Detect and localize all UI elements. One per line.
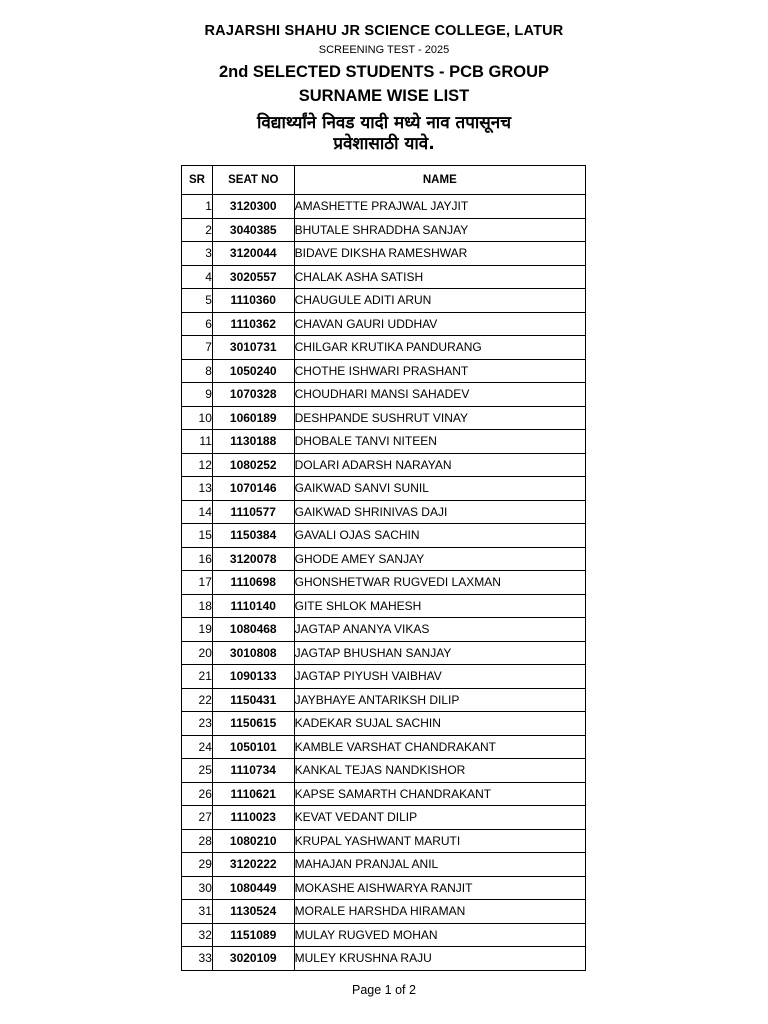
seat-no-cell: 1080449 <box>212 876 294 900</box>
name-cell: JAYBHAYE ANTARIKSH DILIP <box>294 688 585 712</box>
table-row <box>182 477 586 501</box>
table-row <box>182 876 586 900</box>
sr-cell: 25 <box>182 759 213 783</box>
table-row <box>182 500 586 524</box>
name-cell: GHODE AMEY SANJAY <box>294 547 585 571</box>
seat-no-cell: 1130188 <box>212 430 294 454</box>
name-cell: CHAUGULE ADITI ARUN <box>294 289 585 313</box>
table-row <box>182 853 586 877</box>
sr-cell: 13 <box>182 477 213 501</box>
sr-cell: 22 <box>182 688 213 712</box>
sr-cell: 12 <box>182 453 213 477</box>
seat-no-cell: 1080210 <box>212 829 294 853</box>
seat-no-cell: 3010808 <box>212 641 294 665</box>
marathi-instruction-line-2: प्रवेशासाठी यावे. <box>333 134 435 154</box>
name-cell: KAPSE SAMARTH CHANDRAKANT <box>294 782 585 806</box>
table-row <box>182 641 586 665</box>
name-cell: MULEY KRUSHNA RAJU <box>294 947 585 971</box>
table-row <box>182 312 586 336</box>
name-cell: MORALE HARSHDA HIRAMAN <box>294 900 585 924</box>
sr-cell: 26 <box>182 782 213 806</box>
name-cell: KRUPAL YASHWANT MARUTI <box>294 829 585 853</box>
sr-cell: 4 <box>182 265 213 289</box>
sr-cell: 29 <box>182 853 213 877</box>
seat-no-cell: 1110577 <box>212 500 294 524</box>
sr-cell: 33 <box>182 947 213 971</box>
seat-no-cell: 3120078 <box>212 547 294 571</box>
sr-cell: 6 <box>182 312 213 336</box>
table-row <box>182 900 586 924</box>
seat-no-cell: 1110621 <box>212 782 294 806</box>
table-row <box>182 618 586 642</box>
table-row <box>182 688 586 712</box>
seat-no-cell: 1090133 <box>212 665 294 689</box>
seat-no-cell: 3010731 <box>212 336 294 360</box>
table-row <box>182 712 586 736</box>
table-row <box>182 195 586 219</box>
seat-no-cell: 1151089 <box>212 923 294 947</box>
sr-cell: 21 <box>182 665 213 689</box>
name-cell: CHALAK ASHA SATISH <box>294 265 585 289</box>
name-cell: DESHPANDE SUSHRUT VINAY <box>294 406 585 430</box>
marathi-instruction-line-1: विद्यार्थ्यांने निवड यादी मध्ये नाव तपासूनच <box>256 113 512 133</box>
seat-no-cell: 3120044 <box>212 242 294 266</box>
seat-no-cell: 3120222 <box>212 853 294 877</box>
name-cell: JAGTAP PIYUSH VAIBHAV <box>294 665 585 689</box>
name-cell: CHAVAN GAURI UDDHAV <box>294 312 585 336</box>
table-row <box>182 806 586 830</box>
name-cell: BHUTALE SHRADDHA SANJAY <box>294 218 585 242</box>
sr-cell: 30 <box>182 876 213 900</box>
table-row <box>182 406 586 430</box>
table-row <box>182 218 586 242</box>
name-cell: BIDAVE DIKSHA RAMESHWAR <box>294 242 585 266</box>
seat-no-cell: 1050240 <box>212 359 294 383</box>
table-row <box>182 242 586 266</box>
name-cell: KEVAT VEDANT DILIP <box>294 806 585 830</box>
seat-no-cell: 1110140 <box>212 594 294 618</box>
table-row <box>182 759 586 783</box>
table-row <box>182 782 586 806</box>
seat-no-cell: 1150384 <box>212 524 294 548</box>
sr-cell: 14 <box>182 500 213 524</box>
sr-cell: 1 <box>182 195 213 219</box>
table-row <box>182 829 586 853</box>
seat-no-cell: 3120300 <box>212 195 294 219</box>
name-cell: JAGTAP BHUSHAN SANJAY <box>294 641 585 665</box>
name-cell: MAHAJAN PRANJAL ANIL <box>294 853 585 877</box>
column-header-name: NAME <box>294 166 585 195</box>
selected-students-title: 2nd SELECTED STUDENTS - PCB GROUP <box>218 63 550 81</box>
seat-no-cell: 3020557 <box>212 265 294 289</box>
table-row <box>182 430 586 454</box>
name-cell: JAGTAP ANANYA VIKAS <box>294 618 585 642</box>
sr-cell: 18 <box>182 594 213 618</box>
table-row <box>182 453 586 477</box>
seat-no-cell: 1110698 <box>212 571 294 595</box>
seat-no-cell: 1110023 <box>212 806 294 830</box>
sr-cell: 32 <box>182 923 213 947</box>
sr-cell: 23 <box>182 712 213 736</box>
table-row <box>182 923 586 947</box>
seat-no-cell: 1110734 <box>212 759 294 783</box>
name-cell: GAVALI OJAS SACHIN <box>294 524 585 548</box>
seat-no-cell: 3020109 <box>212 947 294 971</box>
seat-no-cell: 1070328 <box>212 383 294 407</box>
sr-cell: 15 <box>182 524 213 548</box>
table-row <box>182 359 586 383</box>
table-row <box>182 289 586 313</box>
list-type-title: SURNAME WISE LIST <box>298 87 470 105</box>
name-cell: KANKAL TEJAS NANDKISHOR <box>294 759 585 783</box>
name-cell: MULAY RUGVED MOHAN <box>294 923 585 947</box>
sr-cell: 16 <box>182 547 213 571</box>
sr-cell: 17 <box>182 571 213 595</box>
seat-no-cell: 1080252 <box>212 453 294 477</box>
document-header <box>0 22 768 155</box>
table-row <box>182 383 586 407</box>
name-cell: DOLARI ADARSH NARAYAN <box>294 453 585 477</box>
table-row <box>182 594 586 618</box>
table-header-row <box>182 166 586 195</box>
table-row <box>182 336 586 360</box>
seat-no-cell: 1150615 <box>212 712 294 736</box>
student-list-table <box>181 165 586 971</box>
name-cell: GITE SHLOK MAHESH <box>294 594 585 618</box>
seat-no-cell: 1080468 <box>212 618 294 642</box>
college-name: RAJARSHI SHAHU JR SCIENCE COLLEGE, LATUR <box>204 23 564 39</box>
name-cell: GHONSHETWAR RUGVEDI LAXMAN <box>294 571 585 595</box>
name-cell: MOKASHE AISHWARYA RANJIT <box>294 876 585 900</box>
sr-cell: 24 <box>182 735 213 759</box>
name-cell: KADEKAR SUJAL SACHIN <box>294 712 585 736</box>
sr-cell: 2 <box>182 218 213 242</box>
seat-no-cell: 3040385 <box>212 218 294 242</box>
table-row <box>182 524 586 548</box>
sr-cell: 10 <box>182 406 213 430</box>
sr-cell: 9 <box>182 383 213 407</box>
name-cell: CHOUDHARI MANSI SAHADEV <box>294 383 585 407</box>
table-row <box>182 571 586 595</box>
seat-no-cell: 1110360 <box>212 289 294 313</box>
name-cell: CHOTHE ISHWARI PRASHANT <box>294 359 585 383</box>
sr-cell: 7 <box>182 336 213 360</box>
sr-cell: 28 <box>182 829 213 853</box>
table-row <box>182 265 586 289</box>
sr-cell: 8 <box>182 359 213 383</box>
sr-cell: 11 <box>182 430 213 454</box>
sr-cell: 5 <box>182 289 213 313</box>
name-cell: CHILGAR KRUTIKA PANDURANG <box>294 336 585 360</box>
table-row <box>182 735 586 759</box>
seat-no-cell: 1110362 <box>212 312 294 336</box>
sr-cell: 19 <box>182 618 213 642</box>
name-cell: GAIKWAD SANVI SUNIL <box>294 477 585 501</box>
seat-no-cell: 1060189 <box>212 406 294 430</box>
table-row <box>182 947 586 971</box>
column-header-seat-no: SEAT NO <box>212 166 294 195</box>
table-row <box>182 547 586 571</box>
seat-no-cell: 1050101 <box>212 735 294 759</box>
sr-cell: 27 <box>182 806 213 830</box>
name-cell: KAMBLE VARSHAT CHANDRAKANT <box>294 735 585 759</box>
sr-cell: 3 <box>182 242 213 266</box>
sr-cell: 20 <box>182 641 213 665</box>
sr-cell: 31 <box>182 900 213 924</box>
name-cell: GAIKWAD SHRINIVAS DAJI <box>294 500 585 524</box>
seat-no-cell: 1150431 <box>212 688 294 712</box>
screening-test-label: SCREENING TEST - 2025 <box>318 44 450 56</box>
page-number: Page 1 of 2 <box>352 983 416 997</box>
table-row <box>182 665 586 689</box>
name-cell: AMASHETTE PRAJWAL JAYJIT <box>294 195 585 219</box>
seat-no-cell: 1130524 <box>212 900 294 924</box>
column-header-sr: SR <box>182 166 213 195</box>
name-cell: DHOBALE TANVI NITEEN <box>294 430 585 454</box>
seat-no-cell: 1070146 <box>212 477 294 501</box>
